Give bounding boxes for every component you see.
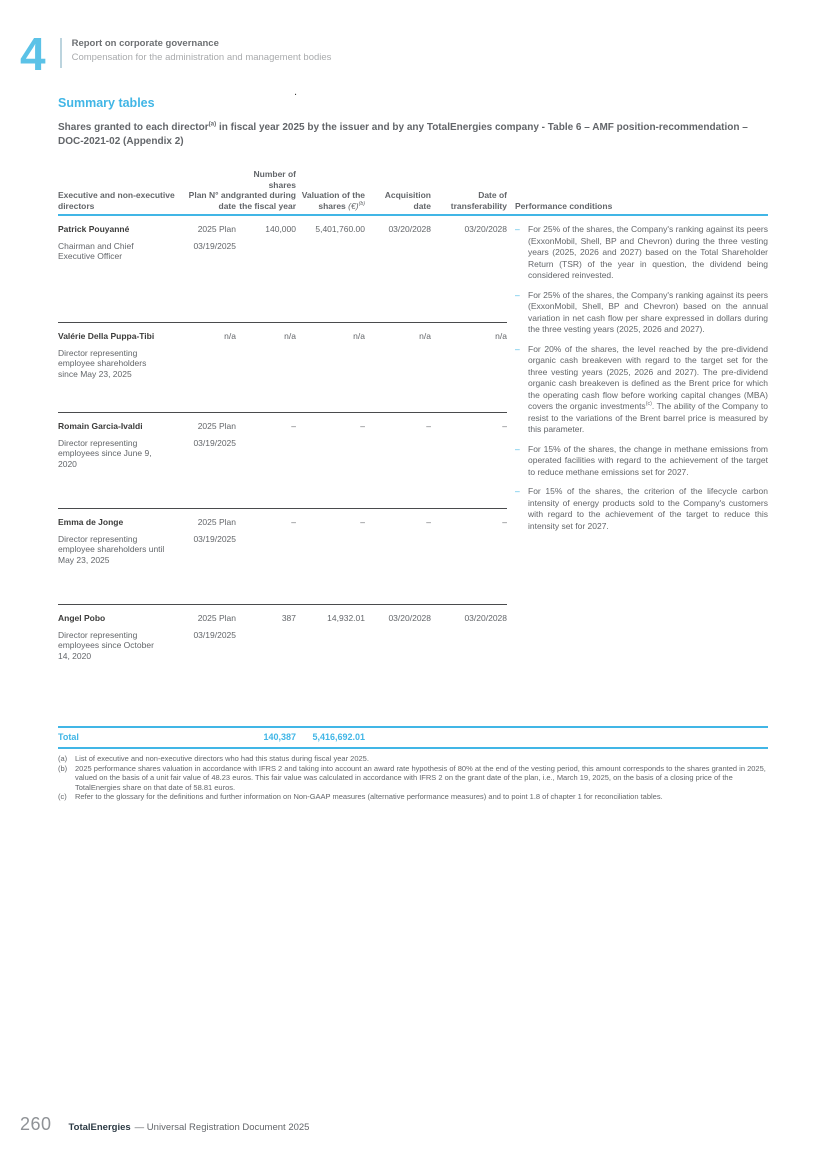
total-valuation: 5,416,692.01: [312, 732, 365, 742]
performance-condition-item: [515, 486, 768, 532]
chapter-divider: [60, 38, 62, 68]
transferability-date: –: [502, 421, 507, 431]
transferability-date: 03/20/2028: [464, 224, 507, 234]
acquisition-date: –: [426, 421, 431, 431]
director-role: Director representing employees since October 14, 2020: [58, 629, 154, 661]
valuation-value: 5,401,760.00: [315, 224, 365, 234]
shares-granted: 387: [281, 613, 296, 623]
plan-name: 2025 Plan: [197, 224, 236, 234]
director-name: Emma de Jonge: [58, 517, 124, 527]
acquisition-date: –: [426, 517, 431, 527]
performance-conditions-column: [507, 216, 768, 703]
caption-text-cont: in fiscal year 2025 by the issuer and by any TotalEnergies company - Table 6 – AMF position-recommendation – DOC-2021-02 (Appendix 2): [58, 122, 748, 147]
director-name: Angel Pobo: [58, 613, 106, 623]
transferability-date: –: [502, 517, 507, 527]
col-header-transferability: Date of transferability: [450, 190, 507, 211]
footnote-text: 2025 performance shares valuation in accordance with IFRS 2 and taking into account an award rate hypothesis of 80% at the end of the vesting period, this amount corresponds to the shares granted in 2025, valued on the basis of a unit fair value of 48.23 euros. This fair value was calculated in accordance with IFRS 2 on the grant date of the plan, i.e., March 19, 2025, on the basis of a closing price of the TotalEnergies share on that date of 58.81 euros.: [75, 763, 766, 792]
condition-text-cont: . The ability of the Company to resist to the variations of the Brent barrel price is measured by this parameter.: [528, 401, 768, 434]
plan-cell: [183, 517, 236, 604]
shares-granted: n/a: [284, 331, 296, 341]
valuation-value: 14,932.01: [327, 613, 365, 623]
col-header-performance: Performance conditions: [515, 200, 613, 211]
footnote-text: List of executive and non-executive directors who had this status during fiscal year 2025.: [75, 754, 369, 763]
plan-date: 03/19/2025: [193, 437, 236, 448]
valuation-label: Valuation of the shares: [301, 190, 365, 211]
transferability-date: 03/20/2028: [464, 613, 507, 623]
chapter-number: 4: [20, 28, 46, 80]
plan-cell: [183, 421, 236, 508]
acquisition-date: 03/20/2028: [388, 224, 431, 234]
shares-granted: 140,000: [265, 224, 296, 234]
shares-granted: –: [291, 421, 296, 431]
director-rows: [58, 216, 507, 703]
col-header-directors: Executive and non-executive directors: [58, 190, 175, 211]
plan-date: 03/19/2025: [193, 629, 236, 640]
section-title: Summary tables: [58, 96, 155, 110]
page-content: [58, 96, 768, 802]
acquisition-date: 03/20/2028: [388, 613, 431, 623]
stray-mark: .: [294, 86, 298, 98]
director-role: Director representing employee shareholders since May 23, 2025: [58, 347, 147, 379]
plan-cell: [183, 224, 236, 322]
footnote-label: (b): [58, 763, 68, 773]
footnote-label: (a): [58, 754, 68, 763]
dash-bullet: –: [515, 224, 520, 234]
valuation-value: –: [360, 421, 365, 431]
condition-text: For 25% of the shares, the Company's ranking against its peers (ExxonMobil, Shell, BP and Chevron) based on the annual variation in net cash flow per share expressed in dollars during the three vesting years (2025, 2026 and 2027).: [528, 289, 768, 334]
table-body: [58, 216, 768, 703]
table-row: [58, 508, 507, 604]
table-header-row: [58, 169, 768, 216]
performance-condition-item: [515, 444, 768, 479]
performance-condition-item: [515, 344, 768, 436]
plan-date: 03/19/2025: [193, 533, 236, 544]
dash-bullet: –: [515, 486, 520, 496]
col-header-valuation: [296, 190, 365, 211]
dash-bullet: –: [515, 289, 520, 300]
dash-bullet: –: [515, 443, 520, 454]
valuation-value: –: [360, 517, 365, 527]
plan-cell: [183, 331, 236, 412]
table-caption: [58, 121, 764, 149]
chapter-title: Report on corporate governance: [71, 38, 219, 49]
caption-footnote-ref: (a): [208, 120, 217, 128]
brand-name: TotalEnergies: [68, 1122, 131, 1133]
table-row: [58, 216, 507, 322]
shares-granted: –: [291, 517, 296, 527]
director-name: Valérie Della Puppa-Tibi: [58, 331, 155, 341]
col-header-acquisition: Acquisition date: [384, 190, 431, 211]
director-cell: [58, 613, 183, 703]
director-role: Director representing employees since June 9, 2020: [58, 437, 152, 469]
footnotes: [58, 754, 768, 802]
performance-condition-item: [515, 290, 768, 336]
footnote-text: Refer to the glossary for the definitions and further information on Non-GAAP measures (alternative performance measures) and to point 1.8 of chapter 1 for reconciliation tables.: [75, 792, 663, 801]
table-total-row: [58, 726, 768, 749]
director-cell: [58, 517, 183, 604]
valuation-value: n/a: [353, 331, 365, 341]
director-name: Patrick Pouyanné: [58, 224, 130, 234]
condition-text: For 15% of the shares, the change in methane emissions from operated facilities with regard to the achievement of the target to reduce methane emissions set for 2027.: [528, 443, 768, 477]
director-cell: [58, 421, 183, 508]
valuation-unit: (€): [348, 200, 359, 211]
director-role: Director representing employee shareholders until May 23, 2025: [58, 533, 165, 565]
condition-text: For 25% of the shares, the Company's ranking against its peers (ExxonMobil, Shell, BP and Chevron) during the three vesting years (2025, 2026 and 2027) based on the Total Shareholder Return (TSR) of the year in question, the dividend being considered reinvested.: [528, 224, 768, 280]
director-name: Romain Garcia-Ivaldi: [58, 421, 143, 431]
acquisition-date: n/a: [419, 331, 431, 341]
table-row: [58, 412, 507, 508]
plan-name: 2025 Plan: [197, 517, 236, 527]
transferability-date: n/a: [495, 331, 507, 341]
plan-date: 03/19/2025: [193, 240, 236, 251]
table-row: [58, 322, 507, 412]
footnote: [58, 792, 768, 802]
plan-name: 2025 Plan: [197, 421, 236, 431]
page-number: 260: [20, 1114, 52, 1134]
chapter-titles: [72, 36, 332, 63]
condition-footnote-ref: (c): [645, 401, 652, 408]
plan-name: n/a: [224, 331, 236, 341]
caption-text: Shares granted to each director: [58, 122, 209, 133]
total-label: Total: [58, 732, 79, 742]
condition-text: For 15% of the shares, the criterion of the lifecycle carbon intensity of energy products sold to the Company's customers with regard to the achievement of the target to reduce this intensity set for 2027.: [528, 486, 768, 531]
plan-cell: [183, 613, 236, 703]
chapter-header: [20, 28, 332, 80]
plan-name: 2025 Plan: [197, 613, 236, 623]
director-cell: [58, 331, 183, 412]
performance-condition-item: [515, 224, 768, 282]
footnote: [58, 754, 768, 764]
footnote: [58, 764, 768, 793]
chapter-subtitle: Compensation for the administration and management bodies: [71, 52, 332, 63]
total-shares: 140,387: [263, 732, 296, 742]
table-row: [58, 604, 507, 703]
col-header-plan: Plan N° and date: [188, 190, 236, 211]
footnote-label: (c): [58, 792, 67, 801]
condition-text: For 20% of the shares, the level reached by the pre-dividend organic cash breakeven with regard to the target set for the three vesting years (2025, 2026 and 2027). The pre-dividend organic cash breakeven is defined as the Brent price for which the operating cash flow before working capital changes (MBA) covers the organic investments: [528, 343, 768, 411]
valuation-footnote-ref: (b): [358, 200, 365, 207]
document-title: — Universal Registration Document 2025: [134, 1122, 310, 1133]
page-footer: [20, 1114, 309, 1135]
col-header-shares: Number of shares granted during the fiscal year: [236, 169, 296, 211]
director-role: Chairman and Chief Executive Officer: [58, 240, 134, 261]
dash-bullet: –: [515, 343, 520, 354]
director-cell: [58, 224, 183, 322]
